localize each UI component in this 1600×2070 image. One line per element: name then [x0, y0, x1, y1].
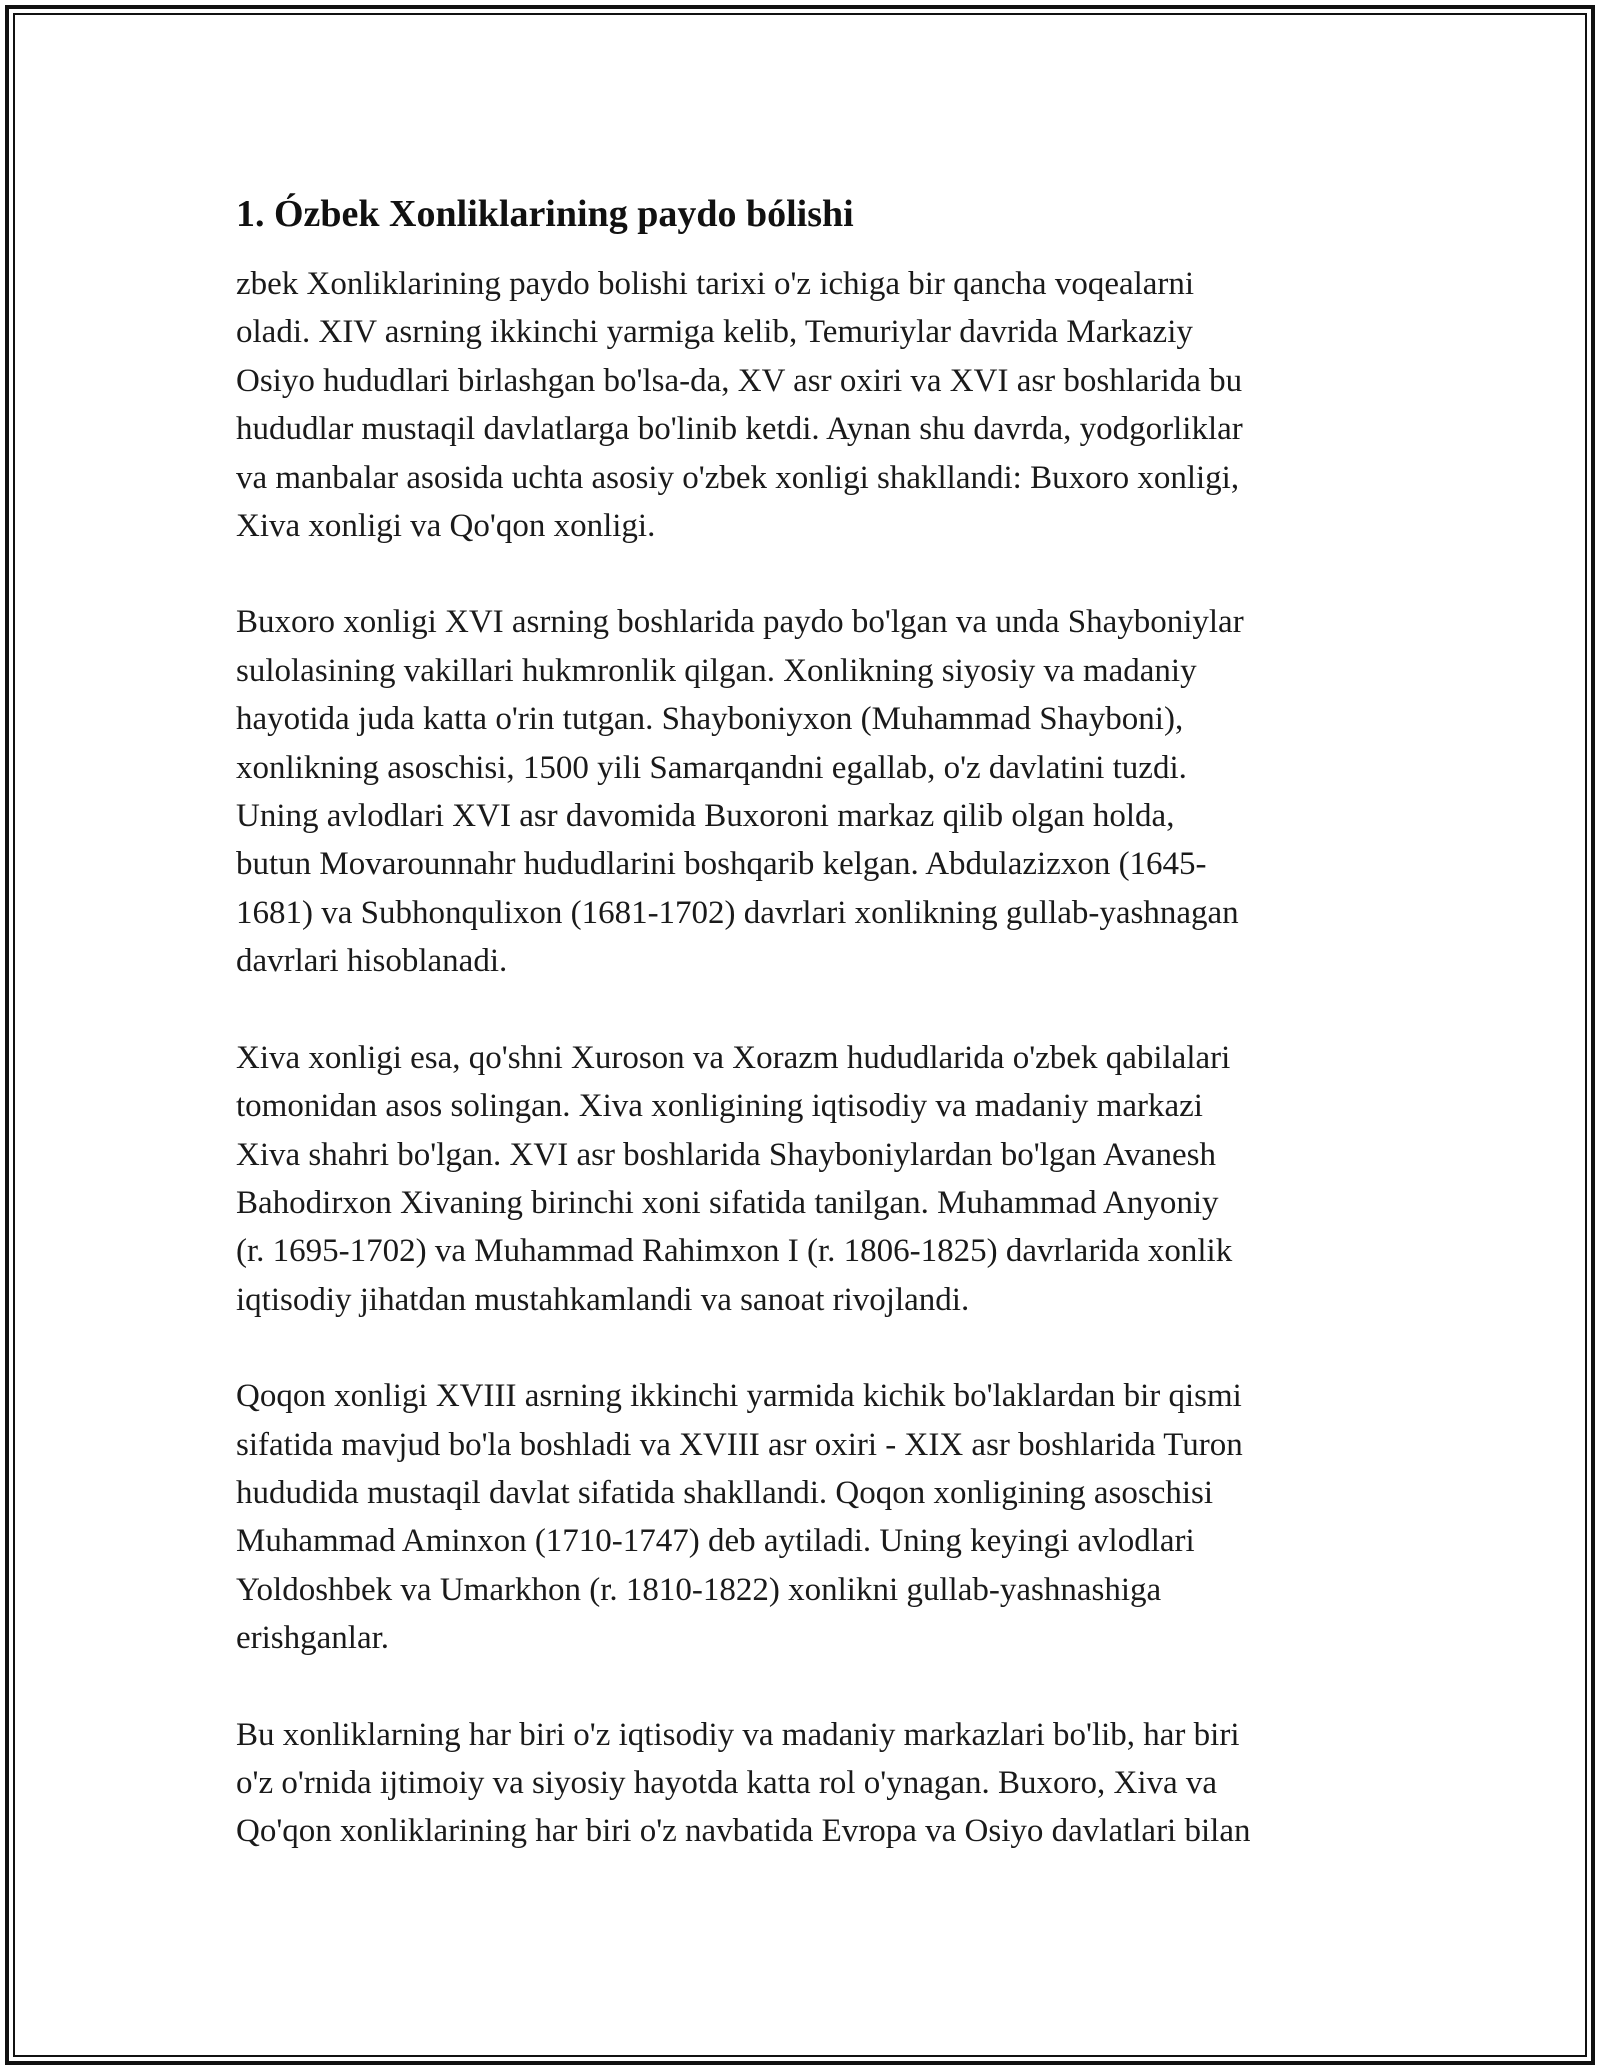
paragraph-buxoro: Buxoro xonligi XVI asrning boshlarida paydo bo'lgan va unda Shayboniylar sulolasining vakillari hukmronlik qilgan. Xonlikning siyosiy va madaniy hayotida juda katta o'rin tutgan. Shayboniyxon (Muhammad Shayboni), xonlikning asoschisi, 1500 yili Samarqandni egallab, o'z davlatini tuzdi. Uning avlodlari XVI asr davomida Buxoroni markaz qilib olgan holda, butun Movarounnahr hududlarini boshqarib kelgan. Abdulazizxon (1645- 1681) va Subhonqulixon (1681-1702) davrlari xonlikning gullab-yashnagan davrlari hisoblanadi.	[236, 604, 1244, 980]
paragraph-qoqon: Qoqon xonligi XVIII asrning ikkinchi yarmida kichik bo'laklardan bir qismi sifatida mavjud bo'la boshladi va XVIII asr oxiri - XIX asr boshlarida Turon hududida mustaqil davlat sifatida shakllandi. Qoqon xonligining asoschisi Muhammad Aminxon (1710-1747) deb aytiladi. Uning keyingi avlodlari Yoldoshbek va Umarkhon (r. 1810-1822) xonlikni gullab-yashnashiga erishganlar.	[236, 1378, 1243, 1657]
paragraph-intro: zbek Xonliklarining paydo bolishi tarixi o'z ichiga bir qancha voqealarni oladi. XIV asrning ikkinchi yarmiga kelib, Temuriylar davrida Markaziy Osiyo hududlari birlashgan bo'lsa-da, XV asr oxiri va XVI asr boshlarida bu hududlar mustaqil davlatlarga bo'linib ketdi. Aynan shu davrda, yodgorliklar va manbalar asosida uchta asosiy o'zbek xonligi shakllandi: Buxoro xonligi, Xiva xonligi va Qo'qon xonligi.	[236, 266, 1243, 545]
paragraph-conclusion: Bu xonliklarning har biri o'z iqtisodiy va madaniy markazlari bo'lib, har biri o'z o'rnida ijtimoiy va siyosiy hayotda katta rol o'ynagan. Buxoro, Xiva va Qo'qon xonliklarining har biri o'z navbatida Evropa va Osiyo davlatlari bilan	[236, 1716, 1251, 1850]
document-body	[236, 186, 1376, 1904]
paragraph-xiva: Xiva xonligi esa, qo'shni Xuroson va Xorazm hududlarida o'zbek qabilalari tomonidan asos solingan. Xiva xonligining iqtisodiy va madaniy markazi Xiva shahri bo'lgan. XVI asr boshlarida Shayboniylardan bo'lgan Avanesh Bahodirxon Xivaning birinchi xoni sifatida tanilgan. Muhammad Anyoniy (r. 1695-1702) va Muhammad Rahimxon I (r. 1806-1825) davrlarida xonlik iqtisodiy jihatdan mustahkamlandi va sanoat rivojlandi.	[236, 1039, 1233, 1318]
document-heading: 1. Ózbek Xonliklarining paydo bólishi	[236, 193, 854, 235]
